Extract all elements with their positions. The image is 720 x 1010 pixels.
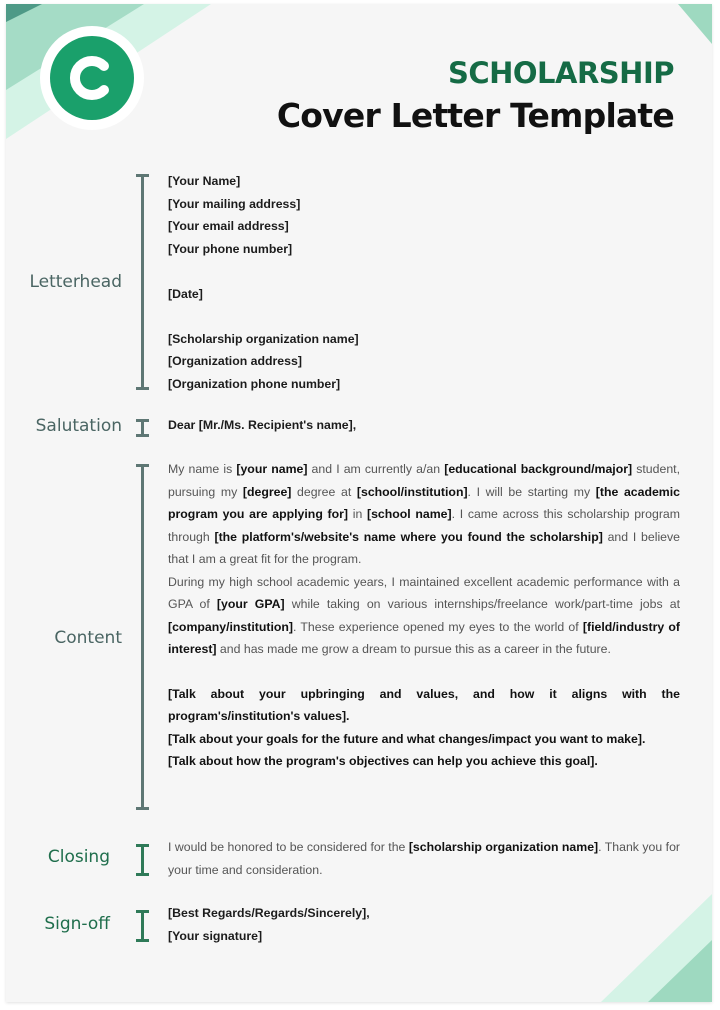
bracket-content — [136, 464, 148, 810]
content-block — [168, 458, 680, 773]
letterhead-spacer — [168, 260, 359, 283]
label-content: Content — [54, 628, 122, 648]
letterhead-line: [Organization address] — [168, 354, 302, 368]
placeholder-field: [field/industry of interest] — [168, 619, 680, 656]
body-text: while taking on various internships/freelance work/part-time jobs at — [284, 597, 680, 611]
body-text: degree at — [291, 484, 357, 499]
content-prompt: [Talk about your upbringing and values, and how it aligns with the program's/institution's values]. — [168, 686, 680, 723]
bracket-letterhead — [136, 174, 148, 390]
letterhead-line: [Your phone number] — [168, 241, 293, 256]
title-scholarship: SCHOLARSHIP — [447, 56, 674, 90]
signoff-line-2: [Your signature] — [168, 928, 263, 943]
content-prompt: [Talk about your goals for the future and what changes/impact you want to make]. — [168, 731, 646, 746]
c-logo-icon — [50, 36, 134, 120]
body-text: . I will be starting my — [467, 484, 596, 499]
title-cover-letter-template: Cover Letter Template — [276, 96, 674, 135]
body-text: . These experience opened my eyes to the world of — [293, 619, 583, 634]
label-signoff: Sign-off — [44, 914, 110, 934]
closing-block — [168, 836, 680, 881]
c-glyph-icon — [64, 50, 120, 106]
logo — [40, 26, 144, 130]
placeholder-field: [your name] — [236, 462, 308, 476]
letterhead-line: [Organization phone number] — [168, 376, 341, 391]
content-prompts — [168, 683, 680, 773]
placeholder-field: [educational background/major] — [444, 462, 633, 476]
letterhead-line: [Your mailing address] — [168, 196, 301, 211]
letterhead-line: [Scholarship organization name] — [168, 331, 359, 346]
placeholder-field: [the academic program you are applying for] — [168, 484, 680, 521]
bracket-signoff — [136, 910, 148, 942]
label-letterhead: Letterhead — [29, 272, 122, 292]
body-text: . I came across this scholarship program through — [168, 507, 680, 544]
letterhead-line: [Your email address] — [168, 219, 289, 233]
label-closing: Closing — [47, 847, 110, 867]
placeholder-field: [company/institution] — [168, 619, 294, 634]
salutation-block — [168, 414, 356, 437]
body-text: I would be honored to be considered for the — [168, 840, 409, 854]
top-right-triangle — [678, 4, 712, 44]
placeholder-field: [degree] — [242, 484, 292, 499]
label-salutation: Salutation — [35, 416, 122, 436]
body-text: My name is — [168, 462, 237, 476]
content-paragraph-1 — [168, 458, 680, 571]
content-prompt: [Talk about how the program's objectives can help you achieve this goal]. — [168, 754, 598, 768]
body-text: in — [348, 507, 367, 521]
letterhead-block — [168, 170, 359, 395]
body-text: . Thank you for your time and consideration. — [168, 840, 680, 877]
placeholder-field: [school/institution] — [356, 484, 468, 499]
content-paragraph-2 — [168, 571, 680, 661]
letterhead-line: [Your Name] — [168, 174, 241, 188]
signoff-line-1: [Best Regards/Regards/Sincerely], — [168, 906, 370, 920]
signoff-block — [168, 902, 370, 947]
body-text: During my high school academic years, I maintained excellent academic performance with a GPA of — [168, 574, 680, 611]
letterhead-spacer — [168, 305, 359, 328]
placeholder-field: [scholarship organization name] — [408, 840, 599, 854]
closing-paragraph — [168, 836, 680, 881]
letterhead-line: [Date] — [168, 286, 203, 301]
cover-letter-page — [6, 4, 712, 1002]
body-text: and has made me grow a dream to pursue this as a career in the future. — [216, 642, 611, 656]
placeholder-field: [school name] — [366, 507, 452, 521]
body-text: student, pursuing my — [168, 462, 680, 499]
placeholder-field: [your GPA] — [216, 597, 285, 611]
placeholder-field: [the platform's/website's name where you found the scholarship] — [214, 529, 603, 544]
bracket-closing — [136, 844, 148, 876]
body-text: and I am currently a/an — [307, 462, 445, 476]
salutation-text: Dear [Mr./Ms. Recipient's name], — [168, 418, 357, 432]
bracket-salutation — [136, 419, 148, 437]
body-text: and I believe that I am a great fit for the program. — [168, 529, 680, 566]
